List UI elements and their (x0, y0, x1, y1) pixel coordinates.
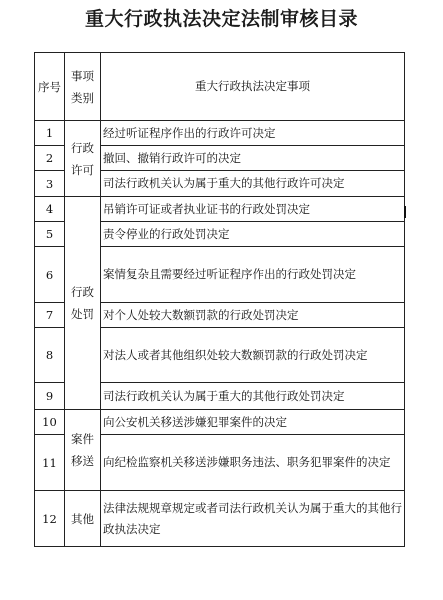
category-transfer-line-1: 案件 (71, 432, 94, 446)
row-number: 12 (35, 491, 65, 547)
row-item: 撤回、撤销行政许可的决定 (101, 146, 405, 171)
header-category (65, 53, 101, 121)
category-other: 其他 (65, 491, 101, 547)
row-number: 9 (35, 383, 65, 410)
category-transfer (65, 410, 101, 491)
row-number: 7 (35, 303, 65, 328)
row-number: 6 (35, 247, 65, 303)
row-number: 2 (35, 146, 65, 171)
row-number: 5 (35, 222, 65, 247)
row-item: 经过听证程序作出的行政许可决定 (101, 121, 405, 146)
row-item: 司法行政机关认为属于重大的其他行政许可决定 (101, 171, 405, 197)
table-row (35, 121, 405, 146)
row-number: 10 (35, 410, 65, 435)
category-license-line-1: 行政 (71, 140, 94, 155)
row-item: 责令停业的行政处罚决定 (101, 222, 405, 247)
page-title: 重大行政执法决定法制审核目录 (84, 8, 358, 30)
table-header-row (35, 53, 405, 121)
category-license (65, 121, 101, 197)
category-penalty-line-1: 行政 (71, 285, 94, 299)
row-item: 法律法规规章规定或者司法行政机关认为属于重大的其他行政执法决定 (101, 491, 405, 547)
row-number: 1 (35, 121, 65, 146)
header-seq: 序号 (35, 53, 65, 121)
header-item: 重大行政执法决定事项 (101, 53, 405, 121)
category-penalty (65, 197, 101, 410)
row-number: 11 (35, 435, 65, 491)
row-number: 4 (35, 197, 65, 222)
row-item: 对法人或者其他组织处较大数额罚款的行政处罚决定 (101, 328, 405, 383)
row-item: 案情复杂且需要经过听证程序作出的行政处罚决定 (101, 247, 405, 303)
review-catalog-table (34, 52, 405, 547)
category-transfer-line-2: 移送 (71, 454, 94, 468)
row-number: 8 (35, 328, 65, 383)
header-category-line-2: 类别 (71, 90, 94, 105)
row-item: 吊销许可证或者执业证书的行政处罚决定 (101, 197, 405, 222)
row-item: 向公安机关移送涉嫌犯罪案件的决定 (101, 410, 405, 435)
header-category-line-1: 事项 (71, 68, 94, 83)
row-number: 3 (35, 171, 65, 197)
row-item: 对个人处较大数额罚款的行政处罚决定 (101, 303, 405, 328)
margin-mark (404, 206, 406, 218)
table-row (35, 491, 405, 547)
table-row (35, 197, 405, 222)
table-row (35, 410, 405, 435)
row-item: 向纪检监察机关移送涉嫌职务违法、职务犯罪案件的决定 (101, 435, 405, 491)
category-penalty-line-2: 处罚 (71, 307, 94, 321)
category-license-line-2: 许可 (71, 162, 94, 177)
row-item: 司法行政机关认为属于重大的其他行政处罚决定 (101, 383, 405, 410)
